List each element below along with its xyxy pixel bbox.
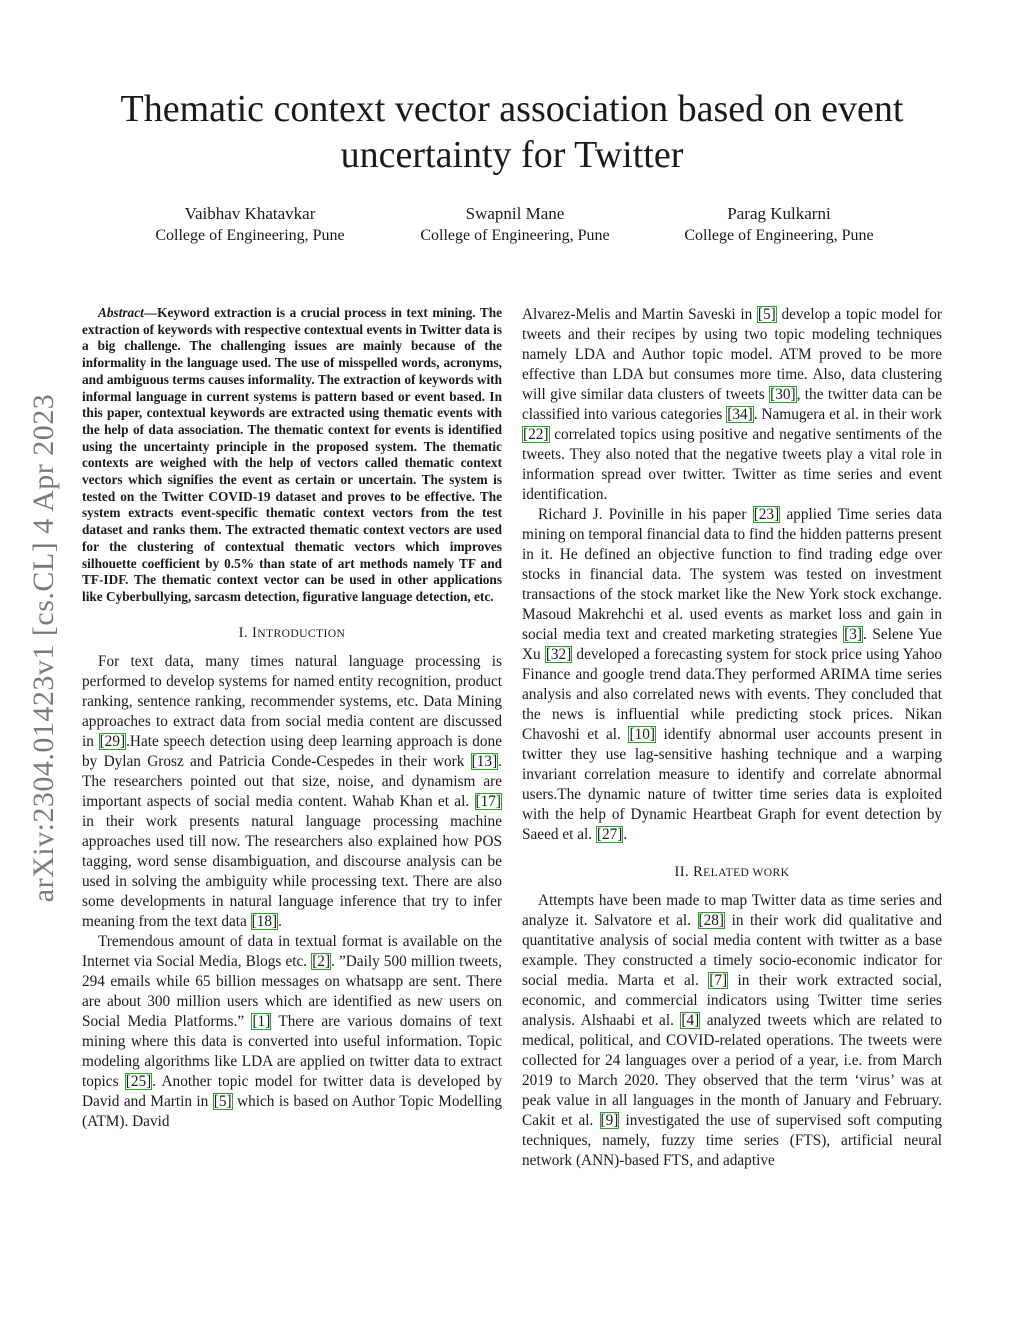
citation-link[interactable]: [25] — [125, 1072, 152, 1090]
paragraph-text: correlated topics using positive and negative sentiments of the tweets. They also noted that the negative tweets play a vital role in information spread over twitter. Twitter as time series and event identification. — [522, 426, 942, 503]
paragraph-text: . Another topic model for twitter data is developed by David and Martin in — [82, 1072, 502, 1110]
paragraph-text: investigated the use of supervised soft computing techniques, namely, fuzzy time series (FTS), artificial neural network (ANN)-based FTS, and adaptive — [522, 1112, 942, 1169]
author-block — [649, 203, 909, 247]
intro-paragraph-1 — [82, 652, 502, 932]
paragraph-text: . — [623, 826, 628, 843]
citation-link[interactable]: [1] — [252, 1012, 271, 1030]
citation-link[interactable]: [34] — [727, 406, 753, 423]
author-name: Vaibhav Khatavkar — [184, 204, 316, 223]
author-affiliation: College of Engineering, Pune — [420, 227, 610, 244]
paragraph-text: which is based on Author Topic Modelling (ATM). David — [82, 1092, 502, 1130]
paragraph-text: . The researchers pointed out that size, noise, and dynamism are important aspects of social media content. Wahab Khan et al. — [82, 752, 502, 810]
paragraph-text: developed a forecasting system for stock price using Yahoo Finance and google trend data.They performed ARIMA time series analysis and also correlated news with events. They concluded that the news is influential while predicting stock prices. Nikan Chavoshi et al. — [522, 646, 942, 743]
citation-link[interactable]: [18] — [251, 912, 278, 930]
paragraph-text: identify abnormal user accounts present in twitter they use lag-sensitive hashing technique and a warping invariant correlation measure to identify and correlate abnormal users.The dynamic nature of twitter time series data is exploited with the help of Dynamic Heartbeat Graph for event detection by Saeed et al. — [522, 726, 942, 843]
intro-paragraph-2 — [82, 932, 502, 1132]
paper-title: Thematic context vector association based on event uncertainty for Twitter — [120, 88, 904, 176]
paragraph-text: . Namugera et al. in their work — [753, 406, 942, 423]
citation-link[interactable]: [27] — [596, 826, 623, 843]
citation-link[interactable]: [29] — [99, 732, 126, 750]
section-heading-introduction — [82, 623, 502, 644]
author-block — [385, 203, 645, 247]
citation-link[interactable]: [28] — [698, 912, 725, 929]
paragraph-text: Richard J. Povinille in his paper — [538, 506, 753, 523]
related-work-paragraph-1 — [522, 891, 942, 1171]
citation-link[interactable]: [17] — [475, 792, 501, 810]
section-number: II. — [674, 864, 690, 880]
paragraph-text: There are various domains of text mining where this data is converted into useful information. Topic modeling algorithms like LDA are applied on twitter data to extract topics — [82, 1012, 502, 1090]
citation-link[interactable]: [2] — [312, 952, 331, 970]
section-title-initial: I — [251, 624, 258, 641]
citation-link[interactable]: [9] — [600, 1112, 619, 1129]
citation-link[interactable]: [13] — [471, 752, 498, 770]
citation-link[interactable]: [5] — [213, 1092, 232, 1110]
paragraph-text: develop a topic model for tweets and their recipes by using two topic modeling techniques namely LDA and Author topic model. ATM proved to be more effective than LDA but consumes more time. Also, data clustering will give similar data clusters of tweets — [522, 306, 942, 403]
paragraph-text: . ”Daily 500 million tweets, 294 emails while 65 billion messages on whatsapp are sent. There are about 300 million users which are identified as new users on Social Media Platforms.” — [82, 952, 502, 1030]
author-block — [120, 203, 380, 247]
citation-link[interactable]: [3] — [844, 626, 862, 643]
citation-link[interactable]: [22] — [523, 426, 549, 443]
paragraph-text: .Hate speech detection using deep learning approach is done by Dylan Grosz and Patricia Conde-Cespedes in their work — [82, 732, 502, 770]
citation-link[interactable]: [7] — [709, 972, 728, 989]
citation-link[interactable]: [23] — [753, 506, 780, 523]
author-affiliation: College of Engineering, Pune — [684, 227, 874, 244]
author-affiliation: College of Engineering, Pune — [155, 227, 345, 244]
paragraph-text: in their work extracted social, economic, and commercial indicators using Twitter time series analysis. Alshaabi et al. — [522, 972, 942, 1029]
citation-link[interactable]: [10] — [629, 726, 655, 743]
right-column — [522, 305, 942, 1171]
citation-link[interactable]: [30] — [770, 386, 796, 403]
author-name: Swapnil Mane — [465, 204, 565, 223]
paragraph-text: in their work did qualitative and quantitative analysis of social media content with twitter as a base example. They constructed a timely socio-economic indicator for social media. Marta et al. — [522, 912, 942, 989]
intro-paragraph-4 — [522, 505, 942, 845]
abstract-label: Abstract — [98, 305, 144, 320]
paragraph-text: . — [278, 912, 282, 930]
arxiv-identifier: arXiv:2304.01423v1 [cs.CL] 4 Apr 2023 — [27, 393, 60, 903]
paragraph-text: applied Time series data mining on temporal financial data to find the hidden patterns present in it. He defined an objective function to find trading edge over stocks in financial data. The system was tested on investment transactions of the stock market like the New York stock exchange. Masoud Makrehchi et al. used events as market loss and gain in social media text and created marketing strategies — [522, 506, 942, 643]
section-number: I. — [238, 624, 248, 641]
paragraph-text: in their work presents natural language processing machine approaches used till now. The researchers also explained how POS tagging, word sense disambiguation, and discourse analysis can be used in solving the ambiguity while processing text. There are also some developments in natural language inference that try to infer meaning from the text data — [82, 812, 502, 930]
citation-link[interactable]: [5] — [757, 306, 776, 323]
paragraph-text: Attempts have been made to map Twitter data as time series and analyze it. Salvatore et al. — [522, 892, 942, 929]
paragraph-text: Alvarez-Melis and Martin Saveski in — [522, 306, 757, 323]
paragraph-text: . Selene Yue Xu — [522, 626, 942, 663]
paragraph-text: Tremendous amount of data in textual format is available on the Internet via Social Media, Blogs etc. — [82, 932, 502, 970]
left-column — [82, 305, 502, 1132]
paragraph-text: analyzed tweets which are related to medical, political, and COVID-related operations. The tweets were collected for 24 languages over a period of a year, i.e. from March 2019 to March 2020. They observed that the term ‘virus’ was at peak value in all languages in the month of January and February. Cakit et al. — [522, 1012, 942, 1129]
section-heading-related-work — [522, 862, 942, 883]
section-title-rest: NTRODUCTION — [257, 626, 346, 640]
abstract: Abstract—Keyword extraction is a crucial process in text mining. The extraction of keywords with respective contextual events in Twitter data is a big challenge. The challenging issues are mainly because of the informality in the language used. The use of misspelled words, acronyms, and ambiguous terms causes informality. The extraction of keywords with informal language in current systems is pattern based or event based. In this paper, contextual keywords are extracted using thematic events with the help of data association. The thematic context for events is identified using the uncertainty principle in the proposed system. The thematic contexts are weighed with the help of vectors called thematic context vectors which signifies the event as certain or uncertain. The system is tested on the Twitter COVID-19 dataset and proves to be effective. The system extracts event-specific thematic context vectors from the test dataset and ranks them. The extracted thematic context vectors are used for the clustering of contextual thematic vectors which improves silhouette coefficient by 0.5% than state of art methods namely TF and TF-IDF. The thematic context vector can be used in other applications like Cyberbullying, sarcasm detection, figurative language detection, etc. — [82, 305, 502, 604]
section-title-rest: ELATED WORK — [703, 866, 790, 879]
citation-link[interactable]: [4] — [681, 1012, 700, 1029]
intro-paragraph-3 — [522, 305, 942, 505]
paragraph-text: For text data, many times natural language processing is performed to develop systems for named entity recognition, product ranking, sentence ranking, recommender systems, etc. Data Mining approaches to extract data from social media content are discussed in — [82, 652, 502, 750]
section-title-initial: R — [693, 864, 704, 880]
abstract-text: Keyword extraction is a crucial process in text mining. The extraction of keywords with respective contextual events in Twitter data is a big challenge. The challenging issues are mainly because of the informality in the language used. The use of misspelled words, acronyms, and ambiguous terms causes informality. The extraction of keywords with informal language in current systems is pattern based or event based. In this paper, contextual keywords are extracted using thematic events with the help of data association. The thematic context for events is identified using the uncertainty principle in the proposed system. The thematic contexts are weighed with the help of vectors called thematic context vectors which signifies the event as certain or uncertain. The system is tested on the Twitter COVID-19 dataset and proves to be effective. The system extracts event-specific thematic context vectors from the test dataset and ranks them. The extracted thematic context vectors are used for the clustering of contextual thematic vectors which improves silhouette coefficient by 0.5% than state of art methods namely TF and TF-IDF. The thematic context vector can be used in other applications like Cyberbullying, sarcasm detection, figurative language detection, etc. — [82, 305, 502, 604]
author-name: Parag Kulkarni — [727, 204, 831, 223]
citation-link[interactable]: [32] — [545, 646, 572, 663]
paragraph-text: , the twitter data can be classified into various categories — [522, 386, 942, 423]
